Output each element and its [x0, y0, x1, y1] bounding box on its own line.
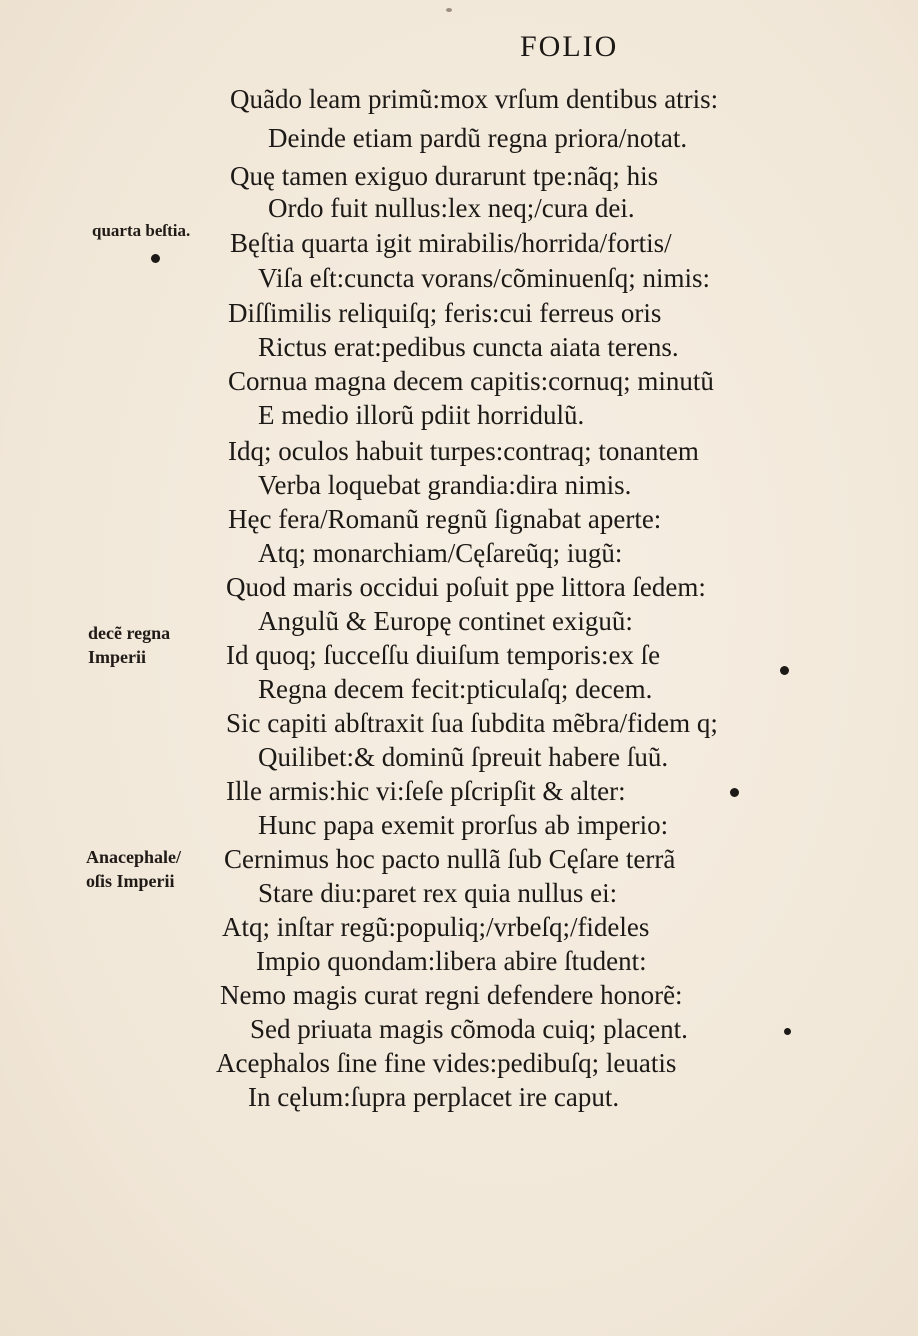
- verse-line: Quę tamen exiguo durarunt tpe:nãq; his: [230, 161, 659, 191]
- verse-line: Idq; oculos habuit turpes:contraq; tonantem: [228, 436, 699, 466]
- ink-dot: [784, 1028, 791, 1035]
- verse-line: Impio quondam:libera abire ſtudent:: [256, 946, 647, 976]
- marginal-note-anacephaleosis: Anacephale/: [86, 847, 182, 867]
- ink-dot: [780, 666, 789, 675]
- verse-line: Quãdo leam primũ:mox vrſum dentibus atris:: [230, 84, 719, 114]
- verse-line: Nemo magis curat regni defendere honorẽ:: [220, 980, 683, 1010]
- verse-line: Sed priuata magis cõmoda cuiq; placent.: [250, 1014, 688, 1044]
- verse-line: Hunc papa exemit prorſus ab imperio:: [258, 810, 669, 840]
- verse-line: Acephalos ſine fine vides:pedibuſq; leuatis: [216, 1048, 677, 1078]
- verse-line: Bęſtia quarta igit mirabilis/horrida/fortis/: [230, 228, 672, 258]
- verse-line: Stare diu:paret rex quia nullus ei:: [258, 878, 618, 908]
- verse-line: Quod maris occidui poſuit ppe littora ſedem:: [226, 572, 706, 602]
- ink-dot: [151, 254, 160, 263]
- ink-dot: [730, 788, 739, 797]
- verse-line: Deinde etiam pardũ regna priora/notat.: [268, 123, 688, 153]
- verse-line: Regna decem fecit:pticulaſq; decem.: [258, 674, 653, 704]
- verse-line: Verba loquebat grandia:dira nimis.: [258, 470, 632, 500]
- verse-line: Diſſimilis reliquiſq; feris:cui ferreus oris: [228, 298, 662, 328]
- verse-line: Viſa eſt:cuncta vorans/cõminuenſq; nimis:: [258, 263, 711, 293]
- verse-line: Atq; inſtar regũ:populiq;/vrbeſq;/fideles: [222, 912, 650, 942]
- marginal-note-quarta-bestia: quarta beſtia.: [92, 221, 191, 240]
- marginal-note-imperii: Imperii: [88, 647, 146, 667]
- folio-header: FOLIO: [520, 30, 619, 63]
- verse-line: Hęc fera/Romanũ regnũ ſignabat aperte:: [228, 504, 662, 534]
- verse-line: Cernimus hoc pacto nullã ſub Cęſare terrã: [224, 844, 676, 874]
- page-speck: [446, 8, 452, 12]
- verse-line: Atq; monarchiam/Cęſareũq; iugũ:: [258, 538, 623, 568]
- verse-line: Angulũ & Europę continet exiguũ:: [258, 606, 633, 636]
- verse-line: Rictus erat:pedibus cuncta aiata terens.: [258, 332, 679, 362]
- verse-line: E medio illorũ pdiit horridulũ.: [258, 400, 585, 430]
- marginal-note-decem-regna: decẽ regna: [88, 623, 171, 643]
- verse-line: Ordo fuit nullus:lex neq;/cura dei.: [268, 193, 635, 223]
- verse-line: Quilibet:& dominũ ſpreuit habere ſuũ.: [258, 742, 669, 772]
- verse-line: Cornua magna decem capitis:cornuq; minutũ: [228, 366, 714, 396]
- verse-line: Sic capiti abſtraxit ſua ſubdita mẽbra/fidem q;: [226, 708, 718, 738]
- verse-line: In cęlum:ſupra perplacet ire caput.: [248, 1082, 620, 1112]
- marginal-note-imperii-2: oſis Imperii: [86, 871, 175, 891]
- verse-line: Ille armis:hic vi:ſeſe pſcripſit & alter:: [226, 776, 626, 806]
- verse-line: Id quoq; ſucceſſu diuiſum temporis:ex ſe: [226, 640, 661, 670]
